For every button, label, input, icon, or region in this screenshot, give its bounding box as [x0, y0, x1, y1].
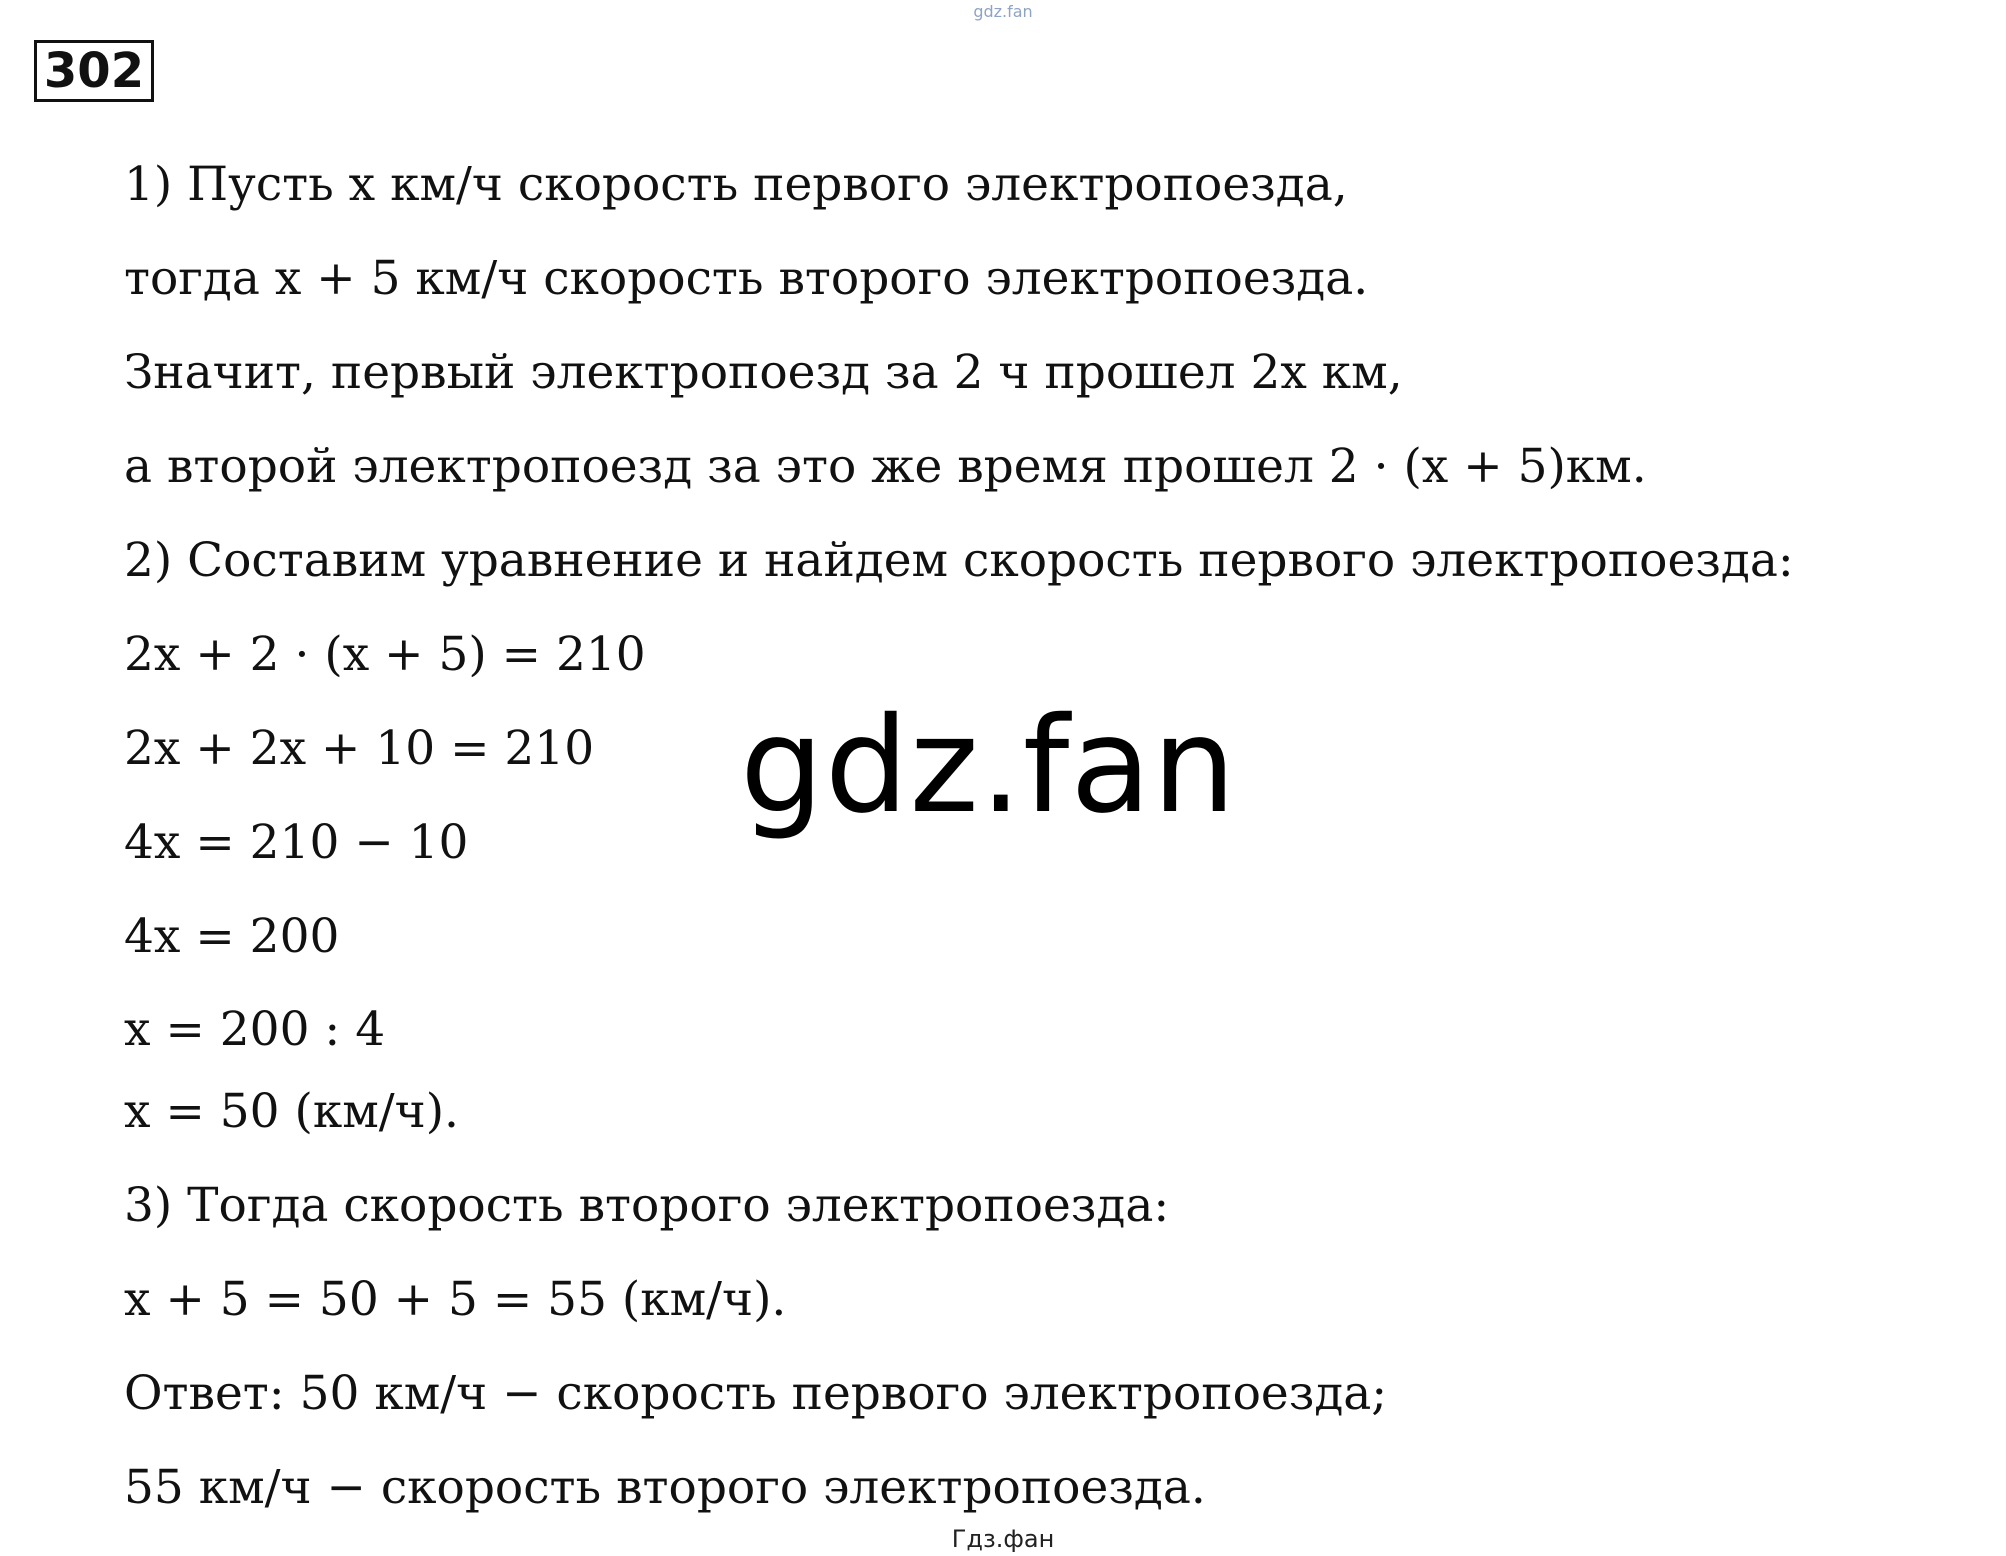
answer-line-1: Ответ: 50 км/ч − скорость первого электропоезда;	[124, 1366, 1388, 1421]
solution-line-1: 1) Пусть x км/ч скорость первого электропоезда,	[124, 157, 1348, 212]
solution-line-2: тогда x + 5 км/ч скорость второго электропоезда.	[124, 251, 1369, 306]
equation-line-6: x = 50 (км/ч).	[124, 1084, 459, 1139]
equation-line-3: 4x = 210 − 10	[124, 815, 469, 870]
site-watermark-top: gdz.fan	[973, 2, 1033, 21]
equation-line-5: x = 200 : 4	[124, 1002, 386, 1057]
solution-line-4: а второй электропоезд за это же время прошел 2 · (x + 5)км.	[124, 439, 1647, 494]
answer-line-2: 55 км/ч − скорость второго электропоезда.	[124, 1460, 1206, 1515]
equation-line-2: 2x + 2x + 10 = 210	[124, 721, 595, 776]
task-number-box	[34, 40, 154, 102]
equation-line-4: 4x = 200	[124, 909, 340, 964]
solution-line-step-3: 3) Тогда скорость второго электропоезда:	[124, 1178, 1170, 1233]
equation-line-1: 2x + 2 · (x + 5) = 210	[124, 627, 646, 682]
site-watermark-center: gdz.fan	[740, 689, 1237, 843]
task-number: 302	[43, 43, 145, 99]
footer-site-name: Гдз.фан	[951, 1525, 1055, 1553]
solution-line-3: Значит, первый электропоезд за 2 ч прошел 2x км,	[124, 345, 1403, 400]
equation-line-7: x + 5 = 50 + 5 = 55 (км/ч).	[124, 1272, 787, 1327]
solution-line-5: 2) Составим уравнение и найдем скорость первого электропоезда:	[124, 533, 1794, 588]
